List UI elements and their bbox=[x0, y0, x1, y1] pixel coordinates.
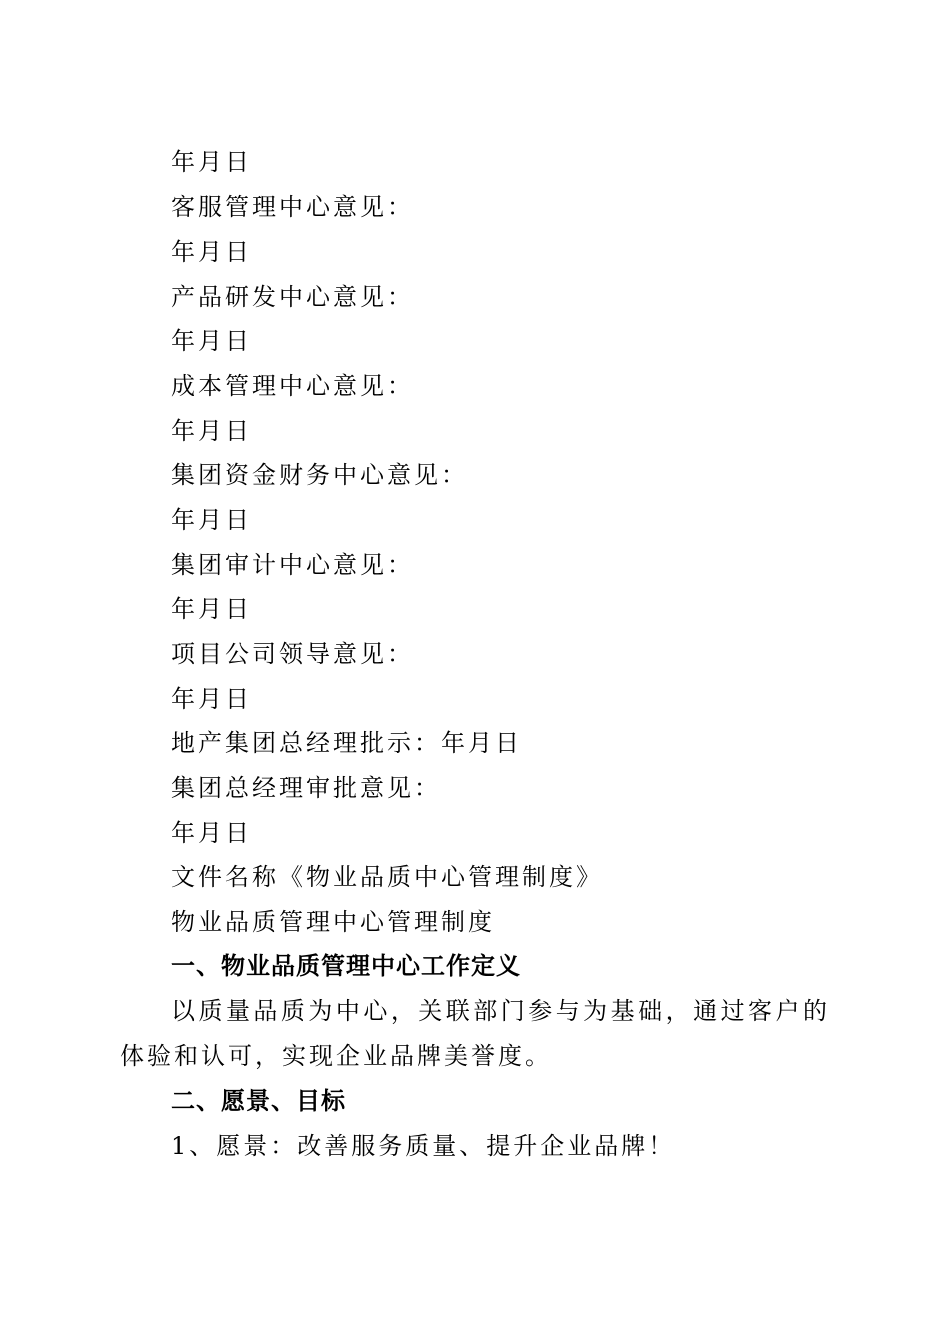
date-line: 年月日 bbox=[171, 595, 252, 623]
date-line: 年月日 bbox=[171, 417, 252, 445]
date-line: 年月日 bbox=[171, 685, 252, 713]
date-line: 年月日 bbox=[171, 148, 252, 176]
product-rd-opinion-label: 产品研发中心意见： bbox=[171, 283, 414, 311]
date-line: 年月日 bbox=[171, 327, 252, 355]
audit-center-opinion-label: 集团审计中心意见： bbox=[171, 551, 414, 579]
file-name-line: 文件名称《物业品质中心管理制度》 bbox=[171, 863, 603, 891]
vision-line: 1、愿景：改善服务质量、提升企业品牌！ bbox=[171, 1132, 676, 1160]
real-estate-gm-instruction-label: 地产集团总经理批示：年月日 bbox=[171, 729, 522, 757]
project-leader-opinion-label: 项目公司领导意见： bbox=[171, 640, 414, 668]
date-line: 年月日 bbox=[171, 506, 252, 534]
section-2-heading: 二、愿景、目标 bbox=[171, 1087, 346, 1115]
cost-management-opinion-label: 成本管理中心意见： bbox=[171, 372, 414, 400]
date-line: 年月日 bbox=[171, 819, 252, 847]
finance-center-opinion-label: 集团资金财务中心意见： bbox=[171, 461, 468, 489]
section-1-paragraph: 以质量品质为中心，关联部门参与为基础，通过客户的体验和认可，实现企业品牌美誉度。 bbox=[120, 997, 830, 1070]
document-title: 物业品质管理中心管理制度 bbox=[171, 908, 495, 936]
section-1-heading: 一、物业品质管理中心工作定义 bbox=[171, 952, 521, 980]
group-gm-approval-label: 集团总经理审批意见： bbox=[171, 774, 441, 802]
customer-service-opinion-label: 客服管理中心意见： bbox=[171, 193, 414, 221]
date-line: 年月日 bbox=[171, 238, 252, 266]
